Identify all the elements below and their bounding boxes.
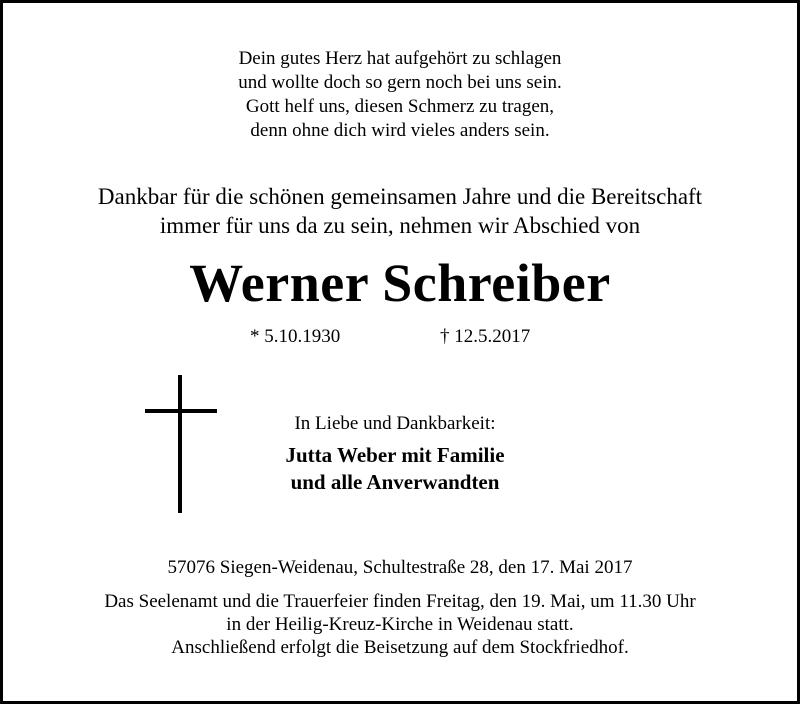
deceased-name: Werner Schreiber	[189, 253, 611, 313]
intro-text	[0, 182, 800, 240]
intro-line: Dankbar für die schönen gemeinsamen Jahre und die Bereitschaft	[97, 184, 703, 209]
poem	[0, 47, 800, 143]
cross-vertical	[178, 375, 182, 513]
mourners-block	[230, 412, 560, 496]
mourners-line: und alle Anverwandten	[290, 470, 500, 494]
place-date: 57076 Siegen-Weidenau, Schultestraße 28, den 17. Mai 2017	[167, 557, 633, 578]
poem-line: Dein gutes Herz hat aufgehört zu schlagen	[238, 48, 562, 69]
intro-line: immer für uns da zu sein, nehmen wir Abschied von	[159, 213, 641, 238]
death-date: † 12.5.2017	[440, 326, 531, 347]
service-line: Das Seelenamt und die Trauerfeier finden Freitag, den 19. Mai, um 11.30 Uhr	[104, 591, 696, 612]
mourners-line: Jutta Weber mit Familie	[285, 443, 505, 467]
mourners-lead: In Liebe und Dankbarkeit:	[294, 413, 496, 434]
poem-line: Gott helf uns, diesen Schmerz zu tragen,	[245, 96, 555, 117]
cross-horizontal	[145, 409, 217, 413]
service-line: Anschließend erfolgt die Beisetzung auf dem Stockfriedhof.	[171, 637, 629, 658]
poem-line: denn ohne dich wird vieles anders sein.	[250, 120, 550, 141]
service-info	[0, 590, 800, 659]
cross-icon	[145, 375, 217, 513]
poem-line: und wollte doch so gern noch bei uns sein.	[238, 72, 562, 93]
birth-date: * 5.10.1930	[250, 326, 341, 347]
service-line: in der Heilig-Kreuz-Kirche in Weidenau statt.	[226, 614, 574, 635]
